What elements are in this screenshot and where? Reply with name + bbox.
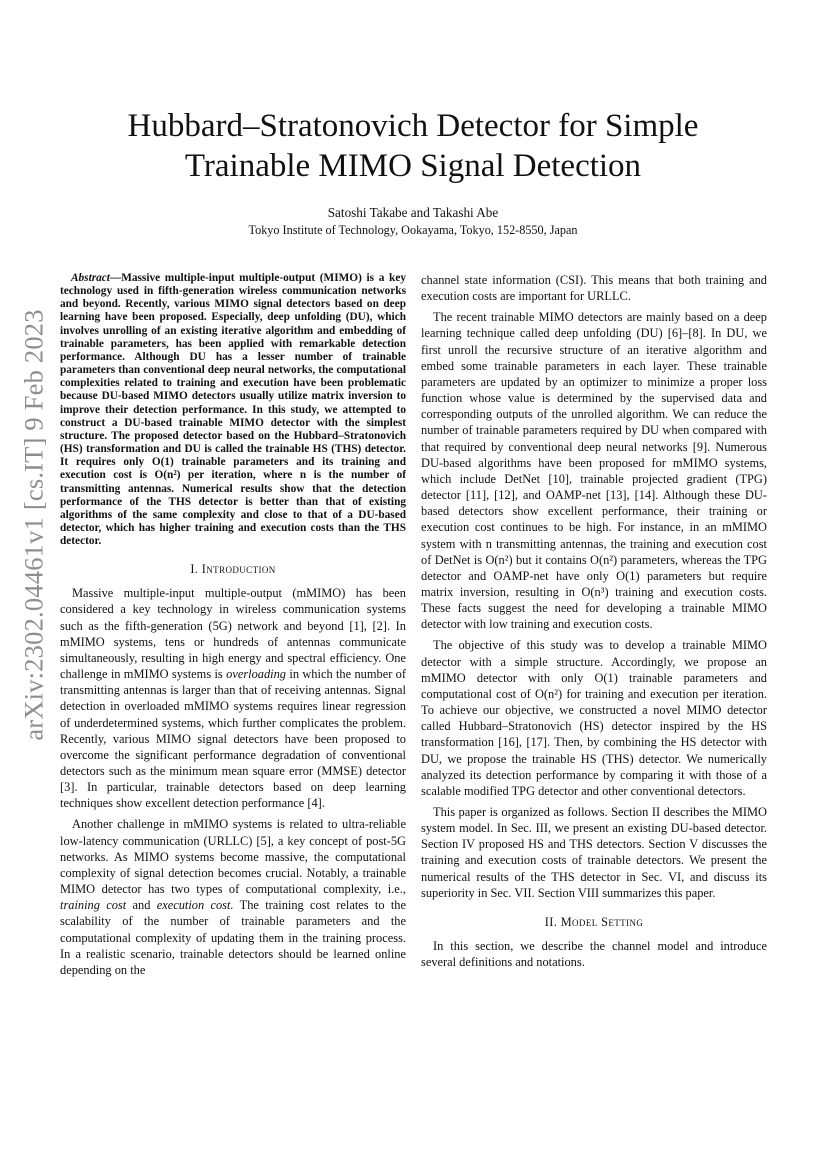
title-line-1: Hubbard–Stratonovich Detector for Simple — [127, 108, 699, 144]
arxiv-identifier-text: arXiv:2302.04461v1 [cs.IT] 9 Feb 2023 — [18, 309, 49, 741]
model-setting-paragraph-1: In this section, we describe the channel model and introduce several definitions and notations. — [421, 938, 767, 970]
intro-paragraph-2 — [60, 816, 406, 978]
section-heading-introduction — [60, 562, 406, 577]
author-affiliation: Tokyo Institute of Technology, Ookayama, Tokyo, 152-8550, Japan — [248, 223, 578, 237]
section-heading-model-setting — [421, 915, 767, 930]
paragraph-text: and — [132, 898, 151, 913]
paragraph-text: in which the number of transmitting antennas is larger than that of receiving antennas. Signal detection in overloaded mMIMO systems requires linear regression of underdetermined systems, which further complicates the problem. Recently, various MIMO signal detectors have been proposed to overcome the significant performance degradation of conventional detectors such as the minimum mean square error (MMSE) detector [3]. In particular, trainable detectors based on deep learning techniques show excellent detection performance [4]. — [60, 667, 406, 811]
abstract-label: Abstract — [71, 272, 110, 284]
abstract — [60, 272, 406, 548]
intro-paragraph-3: The recent trainable MIMO detectors are mainly based on a deep learning technique called deep unfolding (DU) [6]–[8]. In DU, we first unroll the recursive structure of an iterative algorithm and embed some trainable parameters in each layer. These trainable parameters are updated by an optimizer to minimize a proper loss function whose value is determined by the supervised data and corresponding outputs of the unrolled algorithm. We can reduce the number of trainable parameters required by DU when compared with that required by conventional deep neural networks [9]. Numerous DU-based algorithms have been proposed for mMIMO systems, which include DetNet [10], trainable projected gradient (TPG) detector [11], [12], and OAMP-net [13], [14]. Although these DU-based detectors show excellent performance, their training or execution cost continues to be high. For instance, in an mMIMO system with n transmitting antennas, the training and execution cost of DetNet is O(n²) but it contains O(n²) parameters, whereas the TPG detector and OAMP-net have only O(1) parameters but require matrix inversion, resulting in O(n³) training and execution costs. These facts suggest the need for developing a trainable MIMO detector with low training and execution costs. — [421, 310, 767, 632]
paper-authors: Satoshi Takabe and Takashi Abe — [327, 205, 499, 220]
right-column — [421, 272, 767, 970]
emphasis-text: execution cost. — [156, 898, 234, 913]
left-column — [60, 272, 406, 978]
section-number: II. — [544, 914, 558, 929]
intro-paragraph-1 — [60, 585, 406, 811]
intro-paragraph-5: This paper is organized as follows. Section II describes the MIMO system model. In Sec. III, we present an existing DU-based detector. Section IV proposed HS and THS detectors. Section V discusses the training and execution costs of trainable detectors. We present the numerical results of the THS detector in Sec. VI, and discuss its superiority in Sec. VII. Section VIII summarizes this paper. — [421, 805, 767, 900]
abstract-text: Massive multiple-input multiple-output (MIMO) is a key technology used in fifth-generation wireless communication networks and beyond. Recently, various MIMO signal detectors based on deep learning have been proposed. Especially, deep unfolding (DU), which involves unrolling of an existing iterative algorithm and embedding of trainable parameters, has been applied with remarkable detection performance. Although DU has a lesser number of trainable parameters than conventional deep neural networks, the computational complexities related to training and execution have been problematic because DU-based MIMO detectors usually utilize matrix inversion to improve their detection performance. In this study, we attempted to construct a DU-based trainable MIMO detector with the simplest structure. The proposed detector based on the Hubbard–Stratonovich (HS) transformation and DU is called the trainable HS (THS) detector. It requires only O(1) trainable parameters and its training and execution cost is O(n²) per iteration, where n is the number of transmitting antennas. Numerical results show that the detection performance of the THS detector is better than that of existing algorithms of the same complexity and close to that of a DU-based detector, which has higher training and execution costs than the THS detector. — [60, 272, 406, 548]
section-number: I. — [190, 562, 199, 577]
paper-title — [80, 106, 746, 186]
emphasis-text: overloading — [226, 667, 287, 682]
emphasis-text: training cost — [60, 898, 127, 913]
abstract-dash: — — [109, 272, 122, 284]
title-line-2: Trainable MIMO Signal Detection — [184, 148, 642, 184]
arxiv-identifier-stamp — [8, 235, 60, 815]
section-title: Introduction — [201, 562, 276, 577]
intro-paragraph-2-continued: channel state information (CSI). This means that both training and execution costs are important for URLLC. — [421, 273, 767, 304]
paragraph-text: Another challenge in mMIMO systems is related to ultra-reliable low-latency communication (URLLC) [5], a key concept of post-5G networks. As MIMO systems become massive, the computational complexity of signal detection becomes crucial. Notably, a trainable MIMO detector has two types of computational complexity, i.e., — [60, 817, 406, 897]
section-title: Model Setting — [560, 914, 644, 929]
paragraph-text: The training cost relates to the scalability of the number of trainable parameters and the computational complexity of updating them in the training process. In a realistic scenario, trainable detectors should be learned online depending on the — [60, 898, 406, 977]
intro-paragraph-4: The objective of this study was to develop a trainable MIMO detector with a simple structure. Accordingly, we propose an mMIMO detector with only O(1) trainable parameters and computational cost of O(n²) for training and execution per iteration. To achieve our objective, we constructed a novel MIMO detector called Hubbard–Stratonovich (HS) detector inspired by the HS transformation [16], [17]. Then, by combining the HS detector with DU, we propose the trainable HS (THS) detector. We numerically analyzed its detection performance by comparing it with those of a scalable modified TPG detector and other conventional detectors. — [421, 638, 767, 798]
paragraph-text: Massive multiple-input multiple-output (mMIMO) has been considered a key technology in wireless communication systems such as the fifth-generation (5G) network and beyond [1], [2]. In mMIMO systems, tens or hundreds of antennas communicate simultaneously, resulting in high energy and spectral efficiency. One challenge in mMIMO systems is — [60, 586, 406, 682]
